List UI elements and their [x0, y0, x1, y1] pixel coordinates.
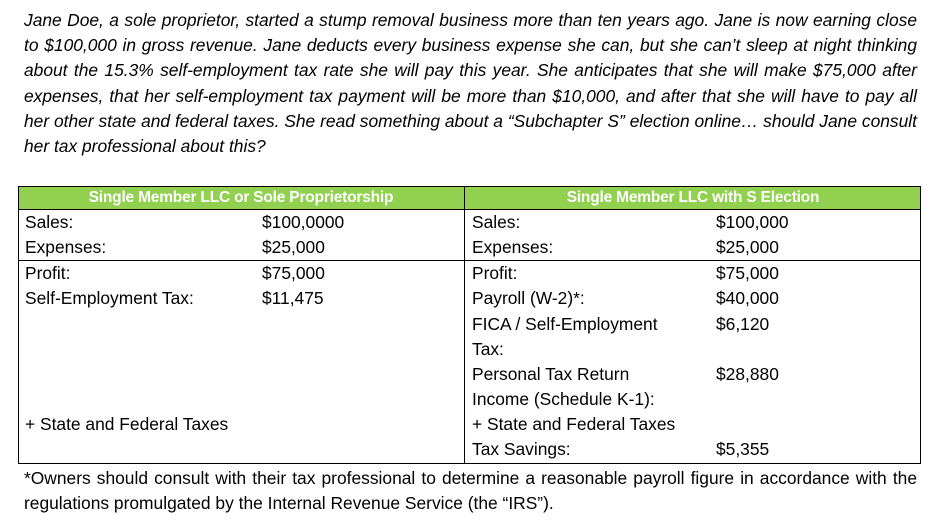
header-sole-proprietorship: Single Member LLC or Sole Proprietorship	[18, 186, 464, 209]
border-bottom	[18, 463, 921, 464]
border-under-expenses	[18, 260, 921, 261]
left-expenses-label: Expenses:	[25, 237, 107, 257]
footnote: *Owners should consult with their tax professional to determine a reasonable payroll figure in accordance with the regulations promulgated by the Internal Revenue Service (the “IRS”).	[24, 468, 917, 513]
border-top	[18, 186, 921, 187]
right-ptr-label-line1: Personal Tax Return	[472, 364, 630, 384]
left-profit-label: Profit:	[25, 263, 71, 283]
right-state-federal-taxes: + State and Federal Taxes	[472, 414, 676, 434]
right-ptr-label-line2: Income (Schedule K-1):	[472, 389, 655, 409]
right-sales-label: Sales:	[472, 212, 521, 232]
border-middle	[464, 186, 465, 464]
right-ptr-value: $28,880	[716, 364, 779, 384]
right-profit-label: Profit:	[472, 263, 518, 283]
right-fica-label-line1: FICA / Self-Employment	[472, 314, 658, 334]
left-sales-label: Sales:	[25, 212, 74, 232]
right-payroll-value: $40,000	[716, 288, 779, 308]
right-fica-value: $6,120	[716, 314, 770, 334]
left-profit-value: $75,000	[262, 263, 325, 283]
border-left	[18, 186, 19, 464]
left-sales-value: $100,0000	[262, 212, 345, 232]
left-se-tax-value: $11,475	[262, 288, 324, 308]
left-se-tax-label: Self-Employment Tax:	[25, 288, 194, 308]
left-state-federal-taxes: + State and Federal Taxes	[25, 414, 229, 434]
right-expenses-label: Expenses:	[472, 237, 554, 257]
header-s-election: Single Member LLC with S Election	[465, 186, 921, 209]
right-sales-value: $100,000	[716, 212, 789, 232]
right-profit-value: $75,000	[716, 263, 779, 283]
intro-paragraph: Jane Doe, a sole proprietor, started a stump removal business more than ten years ago. Jane is now earning close to $100,000 in gross revenue. Jane deducts every business expense she can, but she can’t sleep at night thinking about the 15.3% self-employment tax rate she will pay this year. She anticipates that she will make $75,000 after expenses, that her self-employment tax payment will be more than $10,000, and after that she will have to pay all her other state and federal taxes. She read something about a “Subchapter S” election online… should Jane consult her tax professional about this?	[24, 10, 917, 157]
right-payroll-label: Payroll (W-2)*:	[472, 288, 585, 308]
right-expenses-value: $25,000	[716, 237, 779, 257]
right-tax-savings-value: $5,355	[716, 439, 770, 459]
right-tax-savings-label: Tax Savings:	[472, 439, 571, 459]
right-fica-label-line2: Tax:	[472, 339, 504, 359]
left-expenses-value: $25,000	[262, 237, 325, 257]
comparison-table	[18, 186, 921, 464]
border-right	[920, 186, 921, 464]
